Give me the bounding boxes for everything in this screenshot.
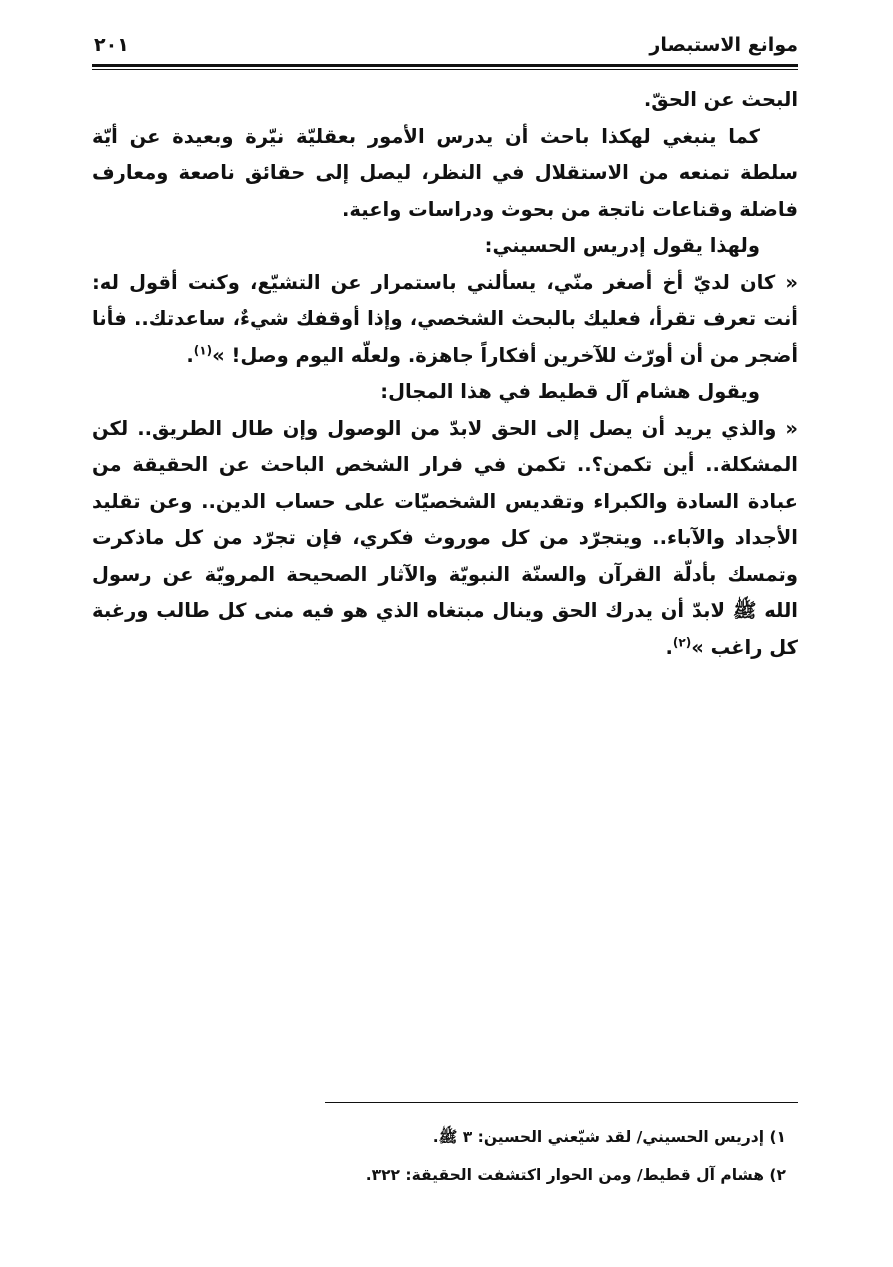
footnote-1: ١) إدريس الحسيني/ لقد شيّعني الحسين: ٣ ﷺ.: [432, 1128, 786, 1146]
quote-intro-1-prefix: ولهذا يقول: [652, 234, 760, 257]
header-rule-thick: [92, 64, 798, 67]
page-header: [92, 32, 798, 64]
quote-intro-1: [92, 228, 798, 265]
quote-2-end: .: [665, 635, 673, 659]
footnotes: [92, 1118, 798, 1194]
footnote-ref-1: (١): [193, 343, 213, 357]
paragraph-1: البحث عن الحقّ.: [643, 88, 798, 111]
quote-1-end: .: [186, 343, 194, 367]
paragraph-2: كما ينبغي لهكذا باحث أن يدرس الأمور بعقليّة نيّرة وبعيدة عن أيّة سلطة تمنعه من الاستقلال في النظر، ليصل إلى حقائق ناصعة ومعارف فاضلة وقناعات ناتجة من بحوث ودراسات واعية.: [92, 124, 798, 221]
author-name-2: هشام آل قطيط: [537, 380, 691, 403]
page-number: ٢٠١: [94, 34, 129, 56]
author-name-1: إدريس الحسيني: [492, 234, 646, 257]
quote-2: [92, 411, 798, 667]
quote-1-text: « كان لديّ أخ أصغر منّي، يسألني باستمرار عن التشيّع، وكنت أقول له: أنت تعرف تقرأ، فعليك بالبحث الشخصي، وإذا أوقفك شيءٌ، ساعدتك.. فأنا أضجر من أن أورّث للآخرين أفكاراً جاهزة. ولعلّه اليوم وصل! »: [92, 270, 798, 367]
quote-intro-2: [92, 374, 798, 411]
quote-1: [92, 265, 798, 375]
header-rule-thin: [92, 69, 798, 70]
quote-intro-2-prefix: ويقول: [697, 380, 760, 403]
footnote-2: ٢) هشام آل قطيط/ ومن الحوار اكتشفت الحقيقة: ٣٢٢.: [365, 1166, 786, 1184]
main-text: [92, 82, 798, 666]
footnote-separator: [325, 1102, 798, 1103]
quote-intro-2-suffix: في هذا المجال:: [380, 380, 532, 403]
quote-intro-1-suffix: :: [484, 234, 493, 257]
footnote-ref-2: (٢): [672, 635, 692, 649]
running-title: موانع الاستبصار: [649, 34, 798, 56]
quote-2-text: « والذي يريد أن يصل إلى الحق لابدّ من الوصول وإن طال الطريق.. لكن المشكلة.. أين تكمن؟.. تكمن في فرار الشخص الباحث عن الحقيقة من عبادة السادة والكبراء وتقديس الشخصيّات على حساب الدين.. وعن تقليد الأجداد والآباء.. ويتجرّد من كل موروث فكري، فإن تجرّد من كل ماذكرت وتمسك بأدلّة القرآن والسنّة النبويّة والآثار الصحيحة المرويّة عن رسول الله ﷺ لابدّ أن يدرك الحق وينال مبتغاه الذي هو فيه منى كل طالب ورغبة كل راغب »: [92, 416, 798, 659]
